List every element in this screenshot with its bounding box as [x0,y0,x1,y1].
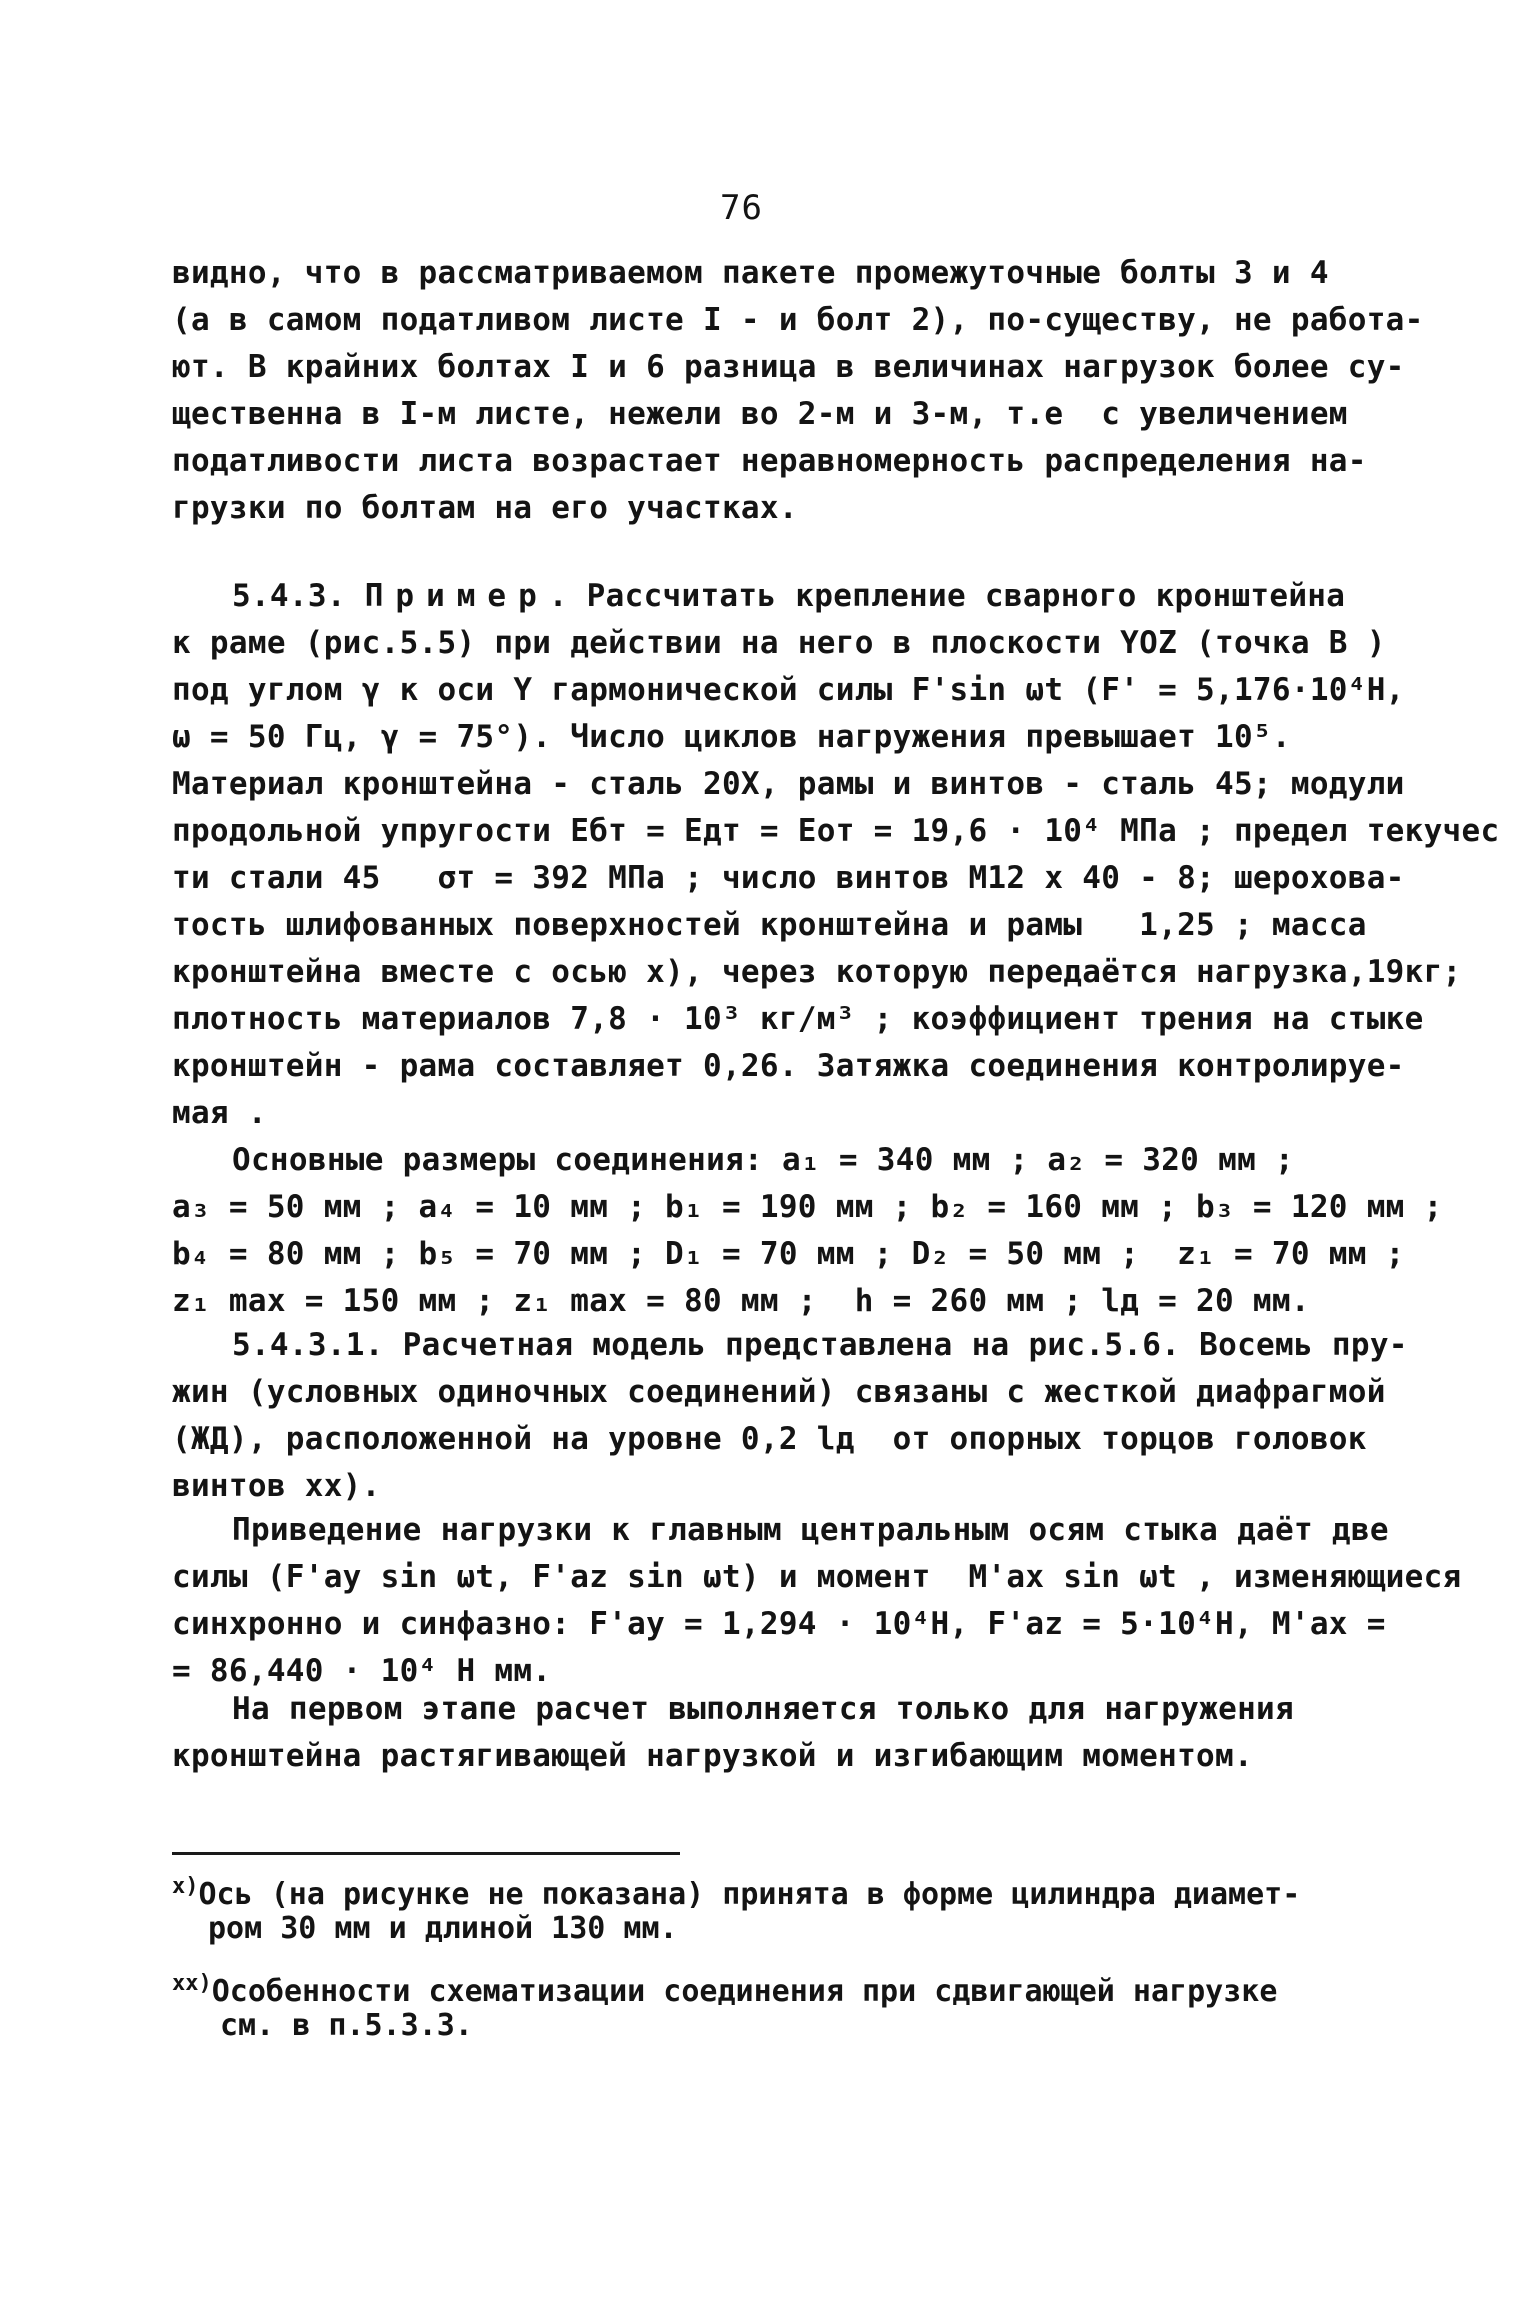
text-line: кронштейна вместе с осью x), через которую передаётся нагрузка,19кг; [172,954,1462,990]
footnote-schematization [172,1971,1402,2043]
text-line: под углом γ к оси Y гармонической силы F'sin ωt (F' = 5,176·10⁴Н, [172,672,1405,708]
text-line: продольной упругости Eбт = Eдт = Eот = 19,6 · 10⁴ МПа ; предел текучес [172,813,1500,849]
text-line: видно, что в рассматриваемом пакете промежуточные болты 3 и 4 [172,255,1329,291]
text-line: ω = 50 Гц, γ = 75°). Число циклов нагружения превышает 10⁵. [172,719,1291,755]
text-line: = 86,440 · 10⁴ Н мм. [172,1653,552,1689]
footnote-text: см. в п.5.3.3. [220,2008,473,2043]
text-line: Основные размеры соединения: a₁ = 340 мм ; a₂ = 320 мм ; [232,1142,1294,1178]
text-line: кронштейн - рама составляет 0,26. Затяжка соединения контролируе- [172,1048,1405,1084]
section-number: 5.4.3. [232,578,346,614]
page-number: 76 [720,188,763,228]
text-line: жин (условных одиночных соединений) связаны с жесткой диафрагмой [172,1374,1386,1410]
text-line: b₄ = 80 мм ; b₅ = 70 мм ; D₁ = 70 мм ; D₂ = 50 мм ; z₁ = 70 мм ; [172,1236,1405,1272]
text-line: плотность материалов 7,8 · 10³ кг/м³ ; коэффициент трения на стыке [172,1001,1424,1037]
text-line: (ЖД), расположенной на уровне 0,2 lд от опорных торцов головок [172,1421,1367,1457]
text-line: a₃ = 50 мм ; a₄ = 10 мм ; b₁ = 190 мм ; b₂ = 160 мм ; b₃ = 120 мм ; [172,1189,1443,1225]
text-line: Приведение нагрузки к главным центральным осям стыка даёт две [232,1512,1389,1548]
text-line: щественна в I-м листе, нежели во 2-м и 3-м, т.е с увеличением [172,396,1348,432]
section-heading-line [172,573,1402,620]
paragraph-calc-model [172,1322,1408,1510]
text-line: . Рассчитать крепление сварного кронштейна [548,578,1346,614]
text-line: (а в самом податливом листе I - и болт 2), по-существу, не работа- [172,302,1424,338]
text-line: мая . [172,1095,267,1131]
text-line: синхронно и синфазно: F'ay = 1,294 · 10⁴Н, F'az = 5·10⁴Н, M'ax = [172,1606,1386,1642]
text-line: На первом этапе расчет выполняется только для нагружения [232,1691,1294,1727]
text-line: к раме (рис.5.5) при действии на него в плоскости YOZ (точка B ) [172,625,1386,661]
text-line: 5.4.3.1. Расчетная модель представлена на рис.5.6. Восемь пру- [232,1327,1408,1363]
paragraph-main-dimensions [172,1137,1443,1325]
paragraph-first-stage [172,1686,1402,1780]
text-line: ти стали 45 σт = 392 МПа ; число винтов М12 х 40 - 8; шерохова- [172,860,1405,896]
footnote-mark: x) [172,1874,199,1899]
text-line: z₁ max = 150 мм ; z₁ max = 80 мм ; h = 260 мм ; lд = 20 мм. [172,1283,1310,1319]
text-line: ют. В крайних болтах I и 6 разница в величинах нагрузок более су- [172,349,1405,385]
text-line: силы (F'ay sin ωt, F'az sin ωt) и момент M'ax sin ωt , изменяющиеся [172,1559,1462,1595]
text-line: тость шлифованных поверхностей кронштейна и рамы 1,25 ; масса [172,907,1367,943]
text-line: податливости листа возрастает неравномерность распределения на- [172,443,1367,479]
paragraph-bolt-analysis [172,250,1424,532]
paragraph-load-reduction [172,1507,1462,1695]
footnote-text: ром 30 мм и длиной 130 мм. [208,1911,678,1946]
footnote-axis [172,1874,1402,1946]
footnote-text: Ось (на рисунке не показана) принята в форме цилиндра диамет- [198,1877,1301,1912]
text-line: кронштейна растягивающей нагрузкой и изгибающим моментом. [172,1738,1253,1774]
footnote-divider [172,1852,680,1855]
footnote-mark: xx) [172,1971,212,1996]
footnote-text: Особенности схематизации соединения при сдвигающей нагрузке [211,1974,1278,2009]
text-line: Материал кронштейна - сталь 20Х, рамы и винтов - сталь 45; модули [172,766,1405,802]
example-word: Пример [364,578,549,614]
paragraph-example-statement [172,573,1500,1137]
text-line: грузки по болтам на его участках. [172,490,798,526]
text-line: винтов xx). [172,1468,381,1504]
